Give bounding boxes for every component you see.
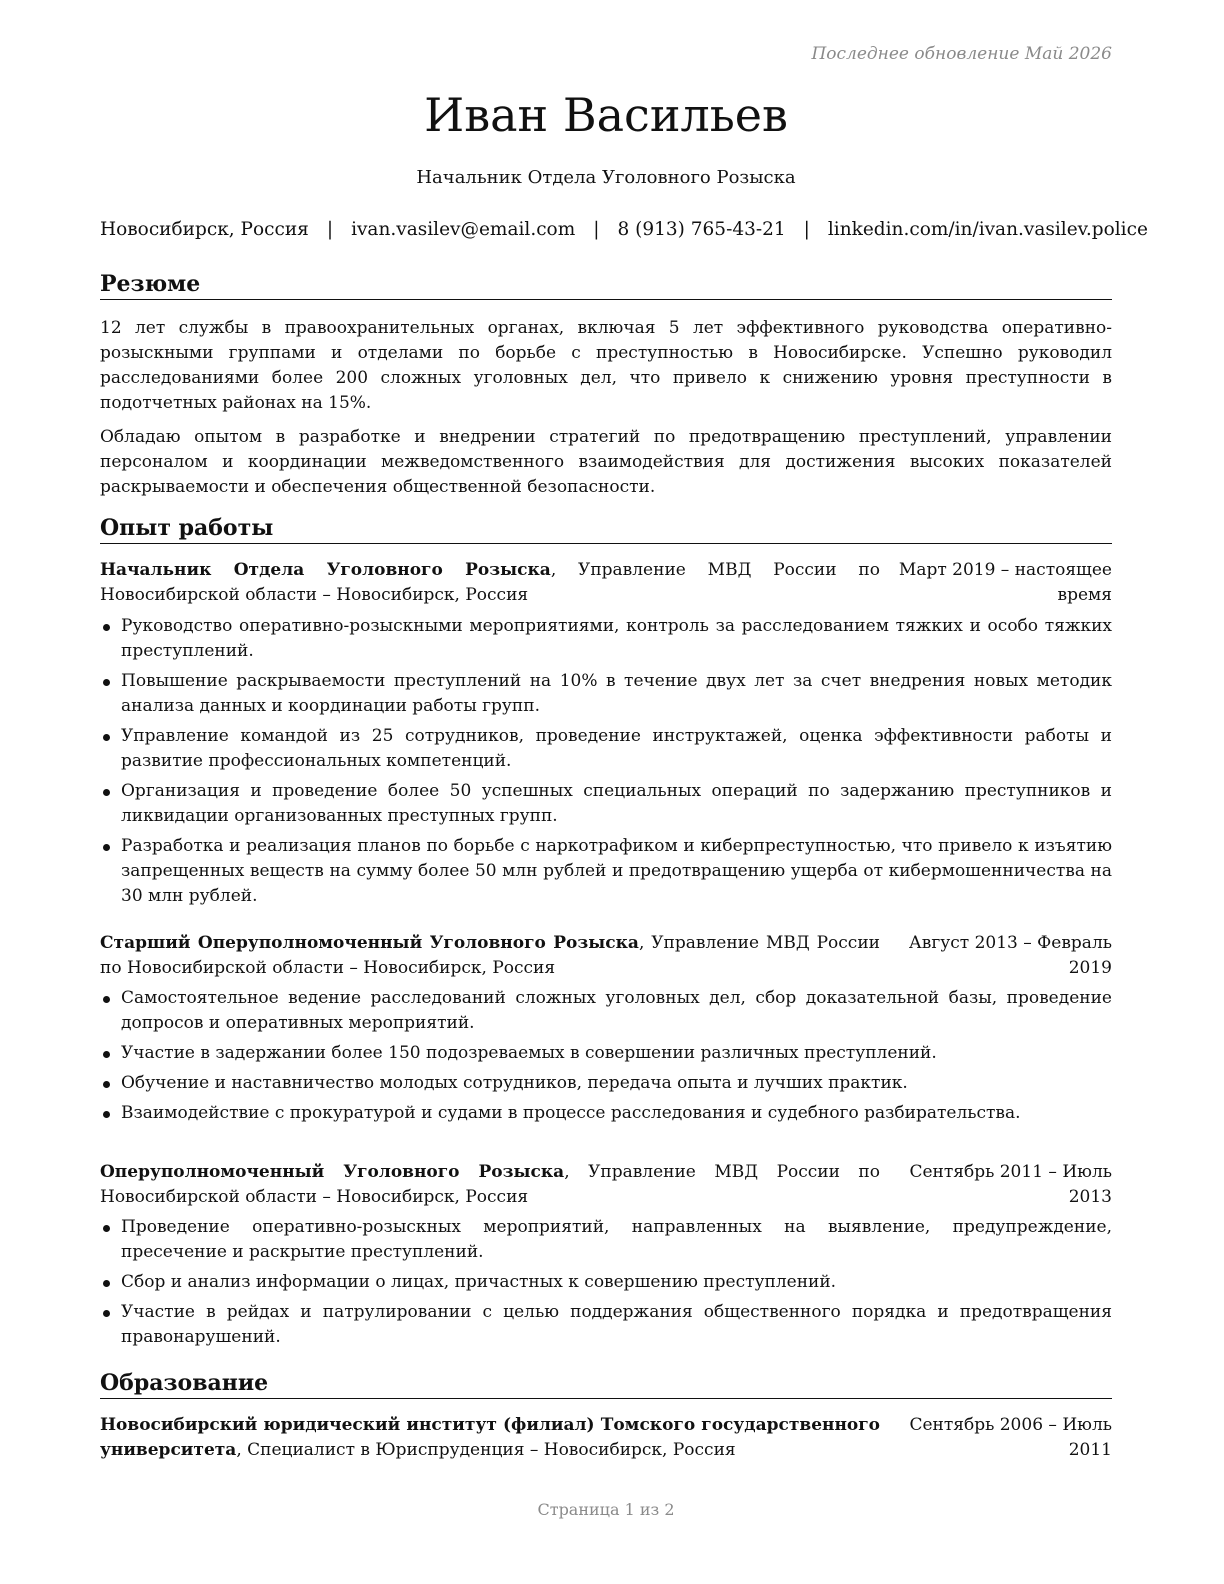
list-item: Проведение оперативно-розыскных мероприятий, направленных на выявление, предупреждение, пресечение и раскрытие преступлений. bbox=[100, 1215, 1112, 1265]
contact-email[interactable]: ivan.vasilev@email.com bbox=[351, 219, 576, 240]
list-item: Участие в задержании более 150 подозреваемых в совершении различных преступлений. bbox=[100, 1041, 1112, 1066]
section-heading-experience: Опыт работы bbox=[100, 514, 1112, 544]
job-header bbox=[100, 931, 1112, 981]
list-item: Самостоятельное ведение расследований сложных уголовных дел, сбор доказательной базы, проведение допросов и оперативных мероприятий. bbox=[100, 986, 1112, 1036]
contact-separator: | bbox=[326, 219, 334, 240]
job-bullets bbox=[100, 986, 1112, 1131]
contact-line bbox=[100, 219, 1148, 240]
list-item: Обучение и наставничество молодых сотрудников, передача опыта и лучших практик. bbox=[100, 1071, 1112, 1096]
list-item: Сбор и анализ информации о лицах, причастных к совершению преступлений. bbox=[100, 1270, 1112, 1295]
job-header bbox=[100, 1160, 1112, 1210]
section-heading-education: Образование bbox=[100, 1369, 1112, 1399]
summary-paragraph: 12 лет службы в правоохранительных органах, включая 5 лет эффективного руководства оперативно-розыскными группами и отделами по борьбе с преступностью в Новосибирске. Успешно руководил расследованиями более 200 сложных уголовных дел, что привело к снижению уровня преступности в подотчетных районах на 15%. bbox=[100, 318, 1112, 413]
last-updated: Последнее обновление Май 2026 bbox=[811, 44, 1112, 64]
education-dates: Сентябрь 2006 – Июль 2011 bbox=[909, 1415, 1112, 1460]
job-organization: , Управление МВД России по Новосибирской области – Новосибирск, Россия bbox=[100, 933, 880, 978]
job-position: Старший Оперуполномоченный Уголовного Розыска bbox=[100, 933, 639, 953]
contact-linkedin[interactable]: linkedin.com/in/ivan.vasilev.police bbox=[827, 219, 1148, 240]
job-position: Начальник Отдела Уголовного Розыска bbox=[100, 560, 551, 580]
page-number: Страница 1 из 2 bbox=[537, 1500, 675, 1519]
section-heading-summary: Резюме bbox=[100, 270, 1112, 300]
education-institution: Новосибирский юридический институт (филиал) Томского государственного университета bbox=[100, 1415, 880, 1460]
education-degree: , Специалист в Юриспруденция – Новосибирск, Россия bbox=[236, 1440, 736, 1460]
list-item: Взаимодействие с прокуратурой и судами в процессе расследования и судебного разбирательства. bbox=[100, 1101, 1112, 1126]
list-item: Управление командой из 25 сотрудников, проведение инструктажей, оценка эффективности работы и развитие профессиональных компетенций. bbox=[100, 724, 1112, 774]
job-bullets bbox=[100, 614, 1112, 914]
contact-separator: | bbox=[803, 219, 810, 240]
candidate-name: Иван Васильев bbox=[424, 88, 788, 142]
job-position: Оперуполномоченный Уголовного Розыска bbox=[100, 1162, 565, 1182]
summary-paragraph: Обладаю опытом в разработке и внедрении стратегий по предотвращению преступлений, управлении персоналом и координации межведомственного взаимодействия для достижения высоких показателей раскрываемости и обеспечения общественной безопасности. bbox=[100, 427, 1112, 497]
contact-phone[interactable]: 8 (913) 765-43-21 bbox=[617, 219, 786, 240]
resume-page bbox=[100, 0, 1148, 1584]
job-organization: , Управление МВД России по Новосибирской области – Новосибирск, Россия bbox=[100, 1162, 880, 1207]
list-item: Организация и проведение более 50 успешных специальных операций по задержанию преступников и ликвидации организованных преступных групп. bbox=[100, 779, 1112, 829]
list-item: Руководство оперативно-розыскными мероприятиями, контроль за расследованием тяжких и особо тяжких преступлений. bbox=[100, 614, 1112, 664]
job-organization: , Управление МВД России по Новосибирской области – Новосибирск, Россия bbox=[100, 560, 880, 605]
job-dates: Март 2019 – настоящее время bbox=[898, 560, 1112, 605]
job-bullets bbox=[100, 1215, 1112, 1355]
job-dates: Сентябрь 2011 – Июль 2013 bbox=[909, 1162, 1112, 1207]
list-item: Разработка и реализация планов по борьбе с наркотрафиком и киберпреступностью, что привело к изъятию запрещенных веществ на сумму более 50 млн рублей и предотвращению ущерба от кибермошенничества на 30 млн рублей. bbox=[100, 834, 1112, 909]
job-dates: Август 2013 – Февраль 2019 bbox=[908, 933, 1112, 978]
list-item: Участие в рейдах и патрулировании с целью поддержания общественного порядка и предотвращения правонарушений. bbox=[100, 1300, 1112, 1350]
job-header bbox=[100, 558, 1112, 608]
contact-location: Новосибирск, Россия bbox=[100, 219, 309, 240]
list-item: Повышение раскрываемости преступлений на 10% в течение двух лет за счет внедрения новых методик анализа данных и координации работы групп. bbox=[100, 669, 1112, 719]
candidate-title: Начальник Отдела Уголовного Розыска bbox=[416, 167, 796, 188]
education-entry bbox=[100, 1413, 1112, 1463]
contact-separator: | bbox=[593, 219, 600, 240]
